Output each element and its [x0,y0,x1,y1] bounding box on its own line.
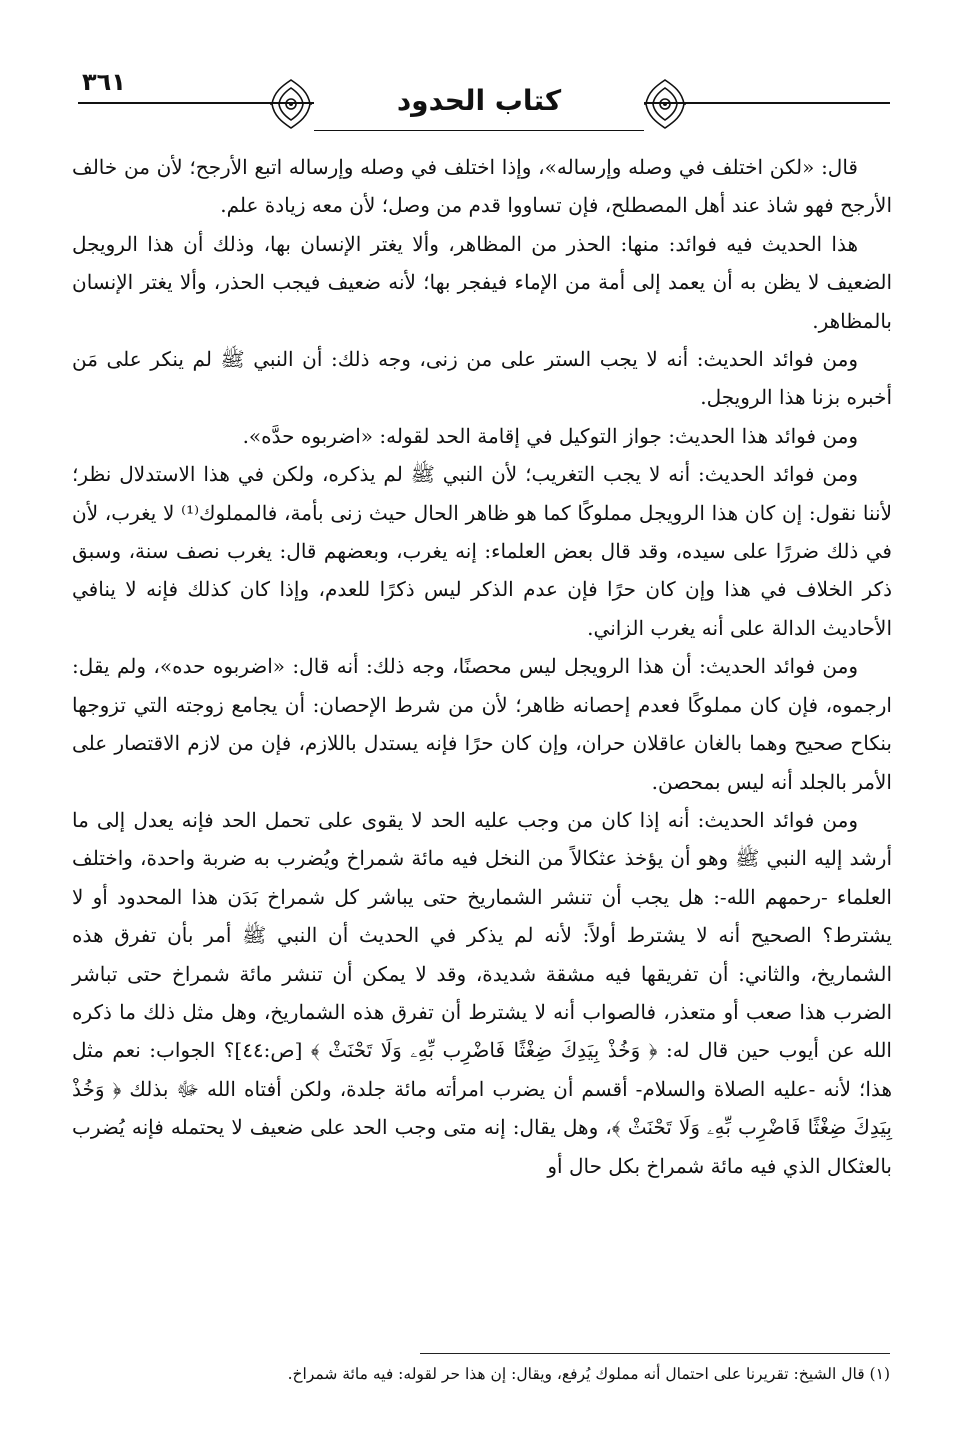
title-underline [314,130,644,131]
paragraph: ومن فوائد الحديث: أن هذا الرويجل ليس محصنًا، وجه ذلك: أنه قال: «اضربوه حده»، ولم يقل: ارجموه، فإن كان مملوكًا فعدم إحصانه ظاهر؛ لأن من شرط الإحصان: أن يجامع زوجته التي تزوجها بنكاح صحيح وهما بالغان عاقلان حران، وإن كان حرًا فإنه يستدل باللازم، فإن من لازم الاقتصار على الأمر بالجلد أنه ليس بمحصن. [72,654,892,794]
chapter-title: كتاب الحدود [314,84,644,117]
ornament-right-icon [644,78,686,130]
main-text [72,148,892,1185]
footnote: (١) قال الشيخ: تقريرنا على احتمال أنه مملوك يُرفع، ويقال: إن هذا حر لقوله: فيه مائة شمراخ. [287,1365,890,1383]
page-header [78,70,890,142]
paragraph: ومن فوائد الحديث: أنه إذا كان من وجب عليه الحد لا يقوى على تحمل الحد فإنه يعدل إلى ما أرشد إليه النبي ﷺ وهو أن يؤخذ عثكالاً من النخل فيه مائة شمراخ ويُضرب به ضربة واحدة، واختلف العلماء -رحمهم الله-: هل يجب أن تنشر الشماريخ حتى يباشر كل شمراخ بَدَن هذا المحدود أو لا يشترط؟ الصحيح أنه لا يشترط أولاً: لأنه لم يذكر في الحديث أن النبي ﷺ أمر بأن تفرق هذه الشماريخ، والثاني: أن تفريقها فيه مشقة شديدة، وقد لا يمكن أن تنشر مائة شمراخ حتى تباشر الضرب هذا صعب أو متعذر، فالصواب أنه لا يشترط أن تفرق هذه الشماريخ، وهل مثل ذلك ما ذكره الله عن أيوب حين قال له: ﴿ وَخُذْ بِيَدِكَ ضِغْثًا فَاضْرِب بِّهِۦ وَلَا تَحْنَثْ ﴾ [ص:٤٤]؟ الجواب: نعم مثل هذا؛ لأنه -عليه الصلاة والسلام- أقسم أن يضرب امرأته مائة جلدة، ولكن أفتاه الله ﷻ بذلك ﴿ وَخُذْ بِيَدِكَ ضِغْثًا فَاضْرِب بِّهِۦ وَلَا تَحْنَثْ ﴾، وهل يقال: إنه متى وجب الحد على ضعيف لا يحتمله فإنه يُضرب بالعثكال الذي فيه مائة شمراخ بكل حال أو [72,807,892,1178]
paragraph: هذا الحديث فيه فوائد: منها: الحذر من المظاهر، وألا يغتر الإنسان بها، وذلك أن هذا الرويجل الضعيف لا يظن به أن يعمد إلى أمة من الإماء فيفجر بها؛ لأنه ضعيف فيجب الحذر، وألا يغتر الإنسان بالمظاهر. [72,231,893,333]
ornament-left-icon [270,78,312,130]
footnote-rule [420,1353,890,1354]
paragraph: ومن فوائد الحديث: أنه لا يجب التغريب؛ لأن النبي ﷺ لم يذكره، ولكن في هذا الاستدلال نظر؛ لأننا نقول: إن كان هذا الرويجل مملوكًا كما هو ظاهر الحال حيث زنى بأمة، فالمملوك⁽¹⁾ لا يغرب، لأن في ذلك ضررًا على سيده، وقد قال بعض العلماء: إنه يغرب، وبعضهم قال: يغرب نصف سنة، وسبق ذكر الخلاف في هذا وإن كان حرًا فإن عدم الذكر ليس ذكرًا للعدم، وإذا كان كذلك فإنه لا ينافي الأحاديث الدالة على أنه يغرب الزاني. [72,462,892,640]
paragraph: قال: «لكن اختلف في وصله وإرساله»، وإذا اختلف في وصله وإرساله اتبع الأرجح؛ لأن من خالف الأرجح فهو شاذ عند أهل المصطلح، فإن تساووا قدم من وصل؛ لأن معه زيادة علم. [72,155,892,218]
page-number: ٣٦١ [82,68,126,96]
paragraph: ومن فوائد الحديث: أنه لا يجب الستر على من زنى، وجه ذلك: أن النبي ﷺ لم ينكر على مَن أخبره بزنا هذا الرويجل. [72,347,892,410]
paragraph: ومن فوائد هذا الحديث: جواز التوكيل في إقامة الحد لقوله: «اضربوه حدَّه». [242,423,858,448]
